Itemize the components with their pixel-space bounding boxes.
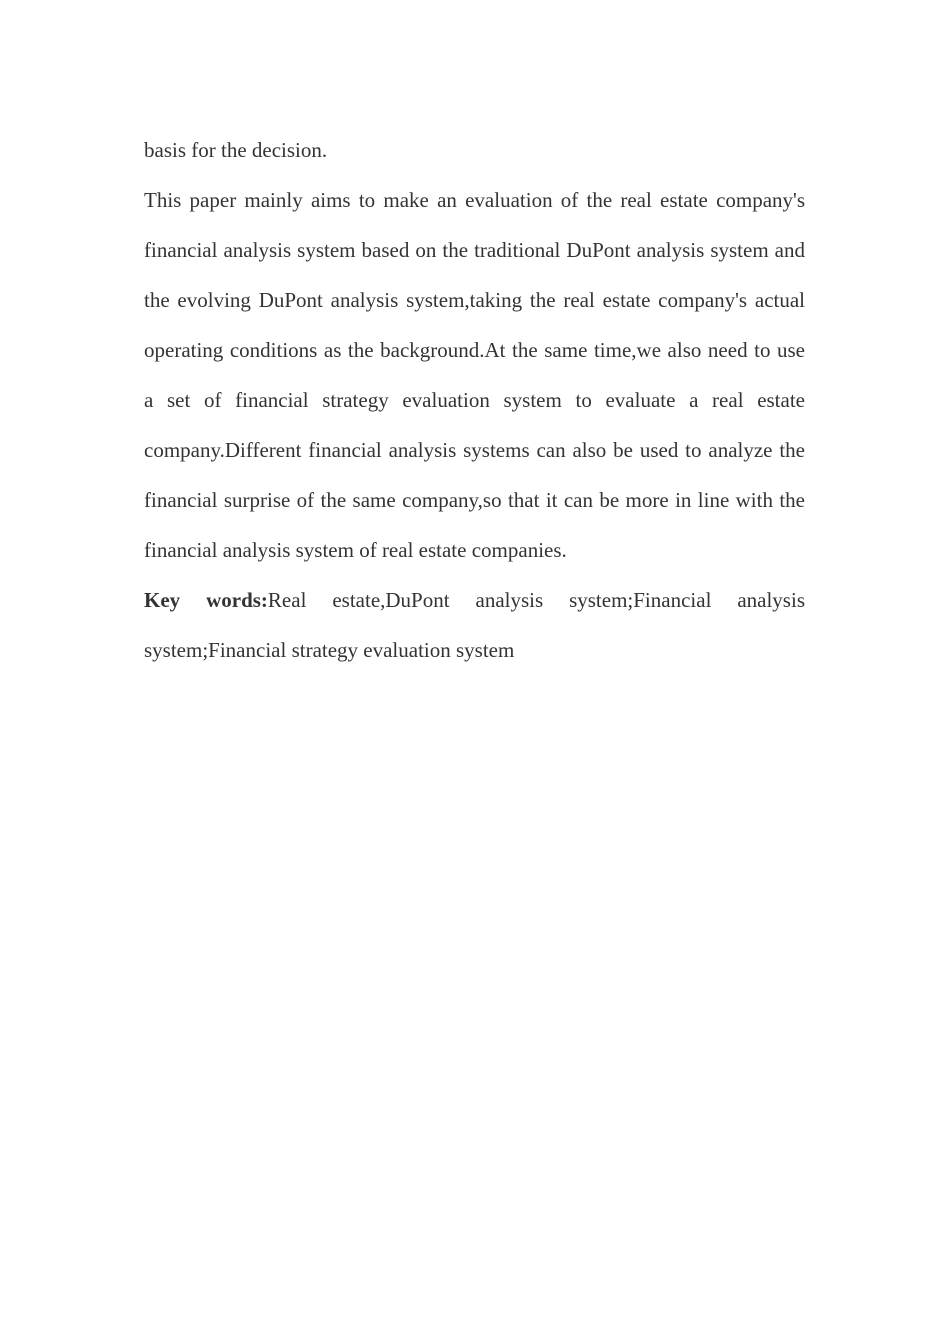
page-body bbox=[144, 125, 805, 675]
keywords-paragraph bbox=[144, 575, 805, 675]
keywords-label: Key words: bbox=[144, 588, 268, 612]
abstract-paragraph: This paper mainly aims to make an evaluation of the real estate company's financial analysis system based on the traditional DuPont analysis system and the evolving DuPont analysis system,taking the real estate company's actual operating conditions as the background.At the same time,we also need to use a set of financial strategy evaluation system to evaluate a real estate company.Different financial analysis systems can also be used to analyze the financial surprise of the same company,so that it can be more in line with the financial analysis system of real estate companies. bbox=[144, 188, 805, 562]
keywords-text: Real estate,DuPont analysis system;Financial analysis system;Financial strategy evaluation system bbox=[144, 588, 805, 662]
paragraph-continuation: basis for the decision. bbox=[144, 138, 328, 162]
